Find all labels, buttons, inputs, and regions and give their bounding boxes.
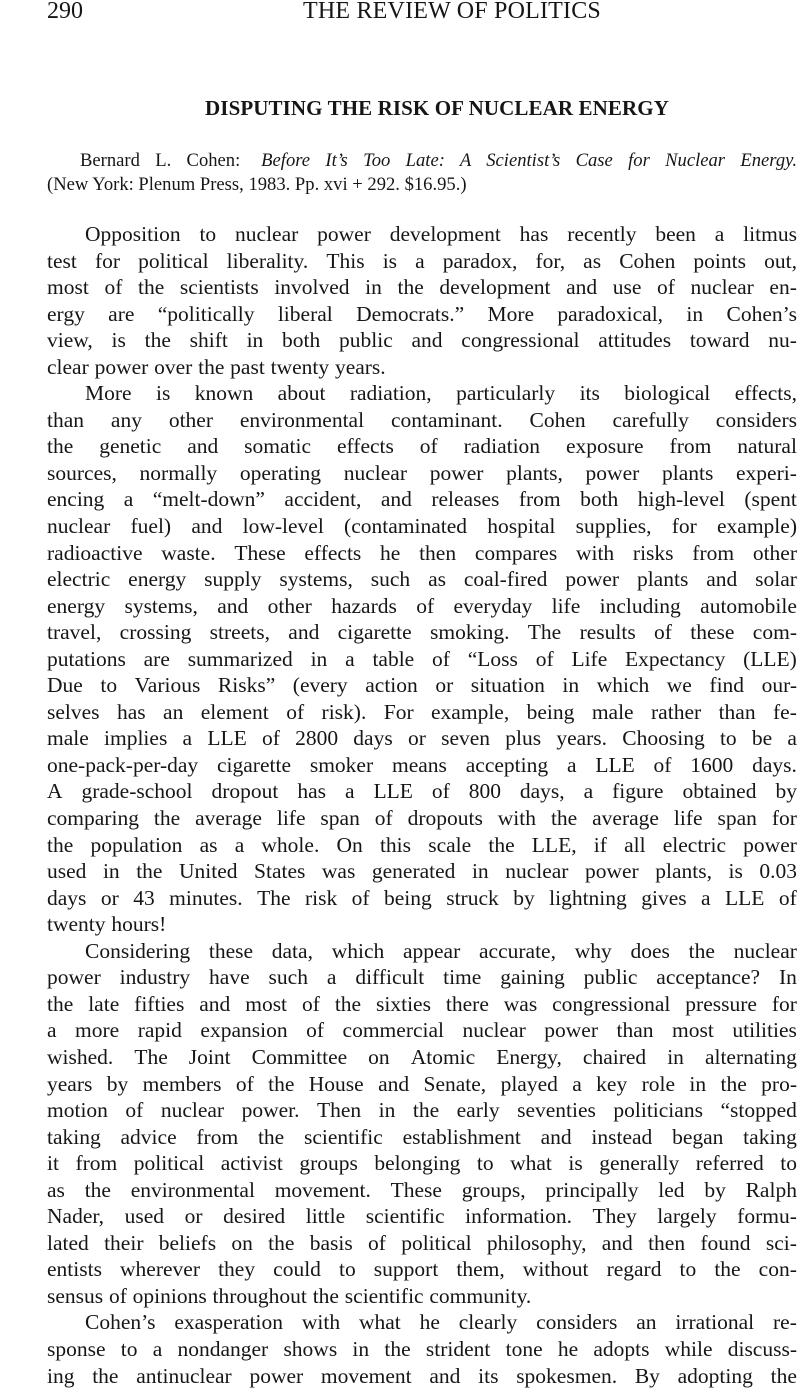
running-head — [47, 0, 797, 26]
text-line: test for political liberality. This is a paradox, for, as Cohen points out, — [47, 248, 797, 273]
text-line: A grade-school dropout has a LLE of 800 days, a figure obtained by — [47, 779, 797, 804]
text-line: encing a “melt-down” accident, and releases from both high-level (spent — [47, 487, 797, 512]
paragraph — [47, 221, 797, 380]
text-line: More is known about radiation, particularly its biological effects, — [85, 381, 797, 406]
text-line: as the environmental movement. These groups, principally led by Ralph — [47, 1177, 797, 1202]
article-title: DISPUTING THE RISK OF NUCLEAR ENERGY — [205, 96, 669, 120]
citation-author: Bernard L. Cohen: — [80, 150, 241, 171]
text-line: days or 43 minutes. The risk of being struck by lightning gives a LLE of — [47, 885, 797, 910]
text-line: selves has an element of risk). For example, being male rather than fe- — [47, 699, 797, 724]
text-line: the population as a whole. On this scale the LLE, if all electric power — [47, 832, 797, 857]
text-line: sensus of opinions throughout the scientific community. — [47, 1283, 532, 1308]
text-line: lated their beliefs on the basis of political philosophy, and then found sci- — [47, 1230, 797, 1255]
text-line: Considering these data, which appear accurate, why does the nuclear — [85, 938, 797, 963]
text-line: comparing the average life span of dropouts with the average life span for — [47, 806, 797, 831]
text-line: putations are summarized in a table of “Loss of Life Expectancy (LLE) — [47, 646, 797, 671]
page-number: 290 — [47, 0, 83, 24]
text-line: Due to Various Risks” (every action or situation in which we find our- — [47, 673, 797, 698]
text-line: power industry have such a difficult time gaining public acceptance? In — [47, 965, 797, 990]
text-line: ing the antinuclear power movement and its spokesmen. By adopting the — [47, 1363, 797, 1388]
text-line: travel, crossing streets, and cigarette smoking. The results of these com- — [47, 620, 797, 645]
text-line: view, is the shift in both public and congressional attitudes toward nu- — [47, 328, 797, 353]
text-line: Cohen’s exasperation with what he clearly considers an irrational re- — [85, 1310, 797, 1335]
text-line: Opposition to nuclear power development has recently been a litmus — [85, 222, 797, 246]
text-line: wished. The Joint Committee on Atomic Energy, chaired in alternating — [47, 1044, 797, 1069]
citation-publication: (New York: Plenum Press, 1983. Pp. xvi + 292. $16.95.) — [47, 174, 467, 195]
paragraph — [47, 1309, 797, 1389]
text-line: nuclear fuel) and low-level (contaminated hospital supplies, for example) — [47, 514, 797, 539]
text-line: years by members of the House and Senate, played a key role in the pro- — [47, 1071, 797, 1096]
text-line: it from political activist groups belonging to what is generally referred to — [47, 1151, 797, 1176]
text-line: ergy are “politically liberal Democrats.” More paradoxical, in Cohen’s — [47, 301, 797, 326]
text-line: energy systems, and other hazards of everyday life including automobile — [47, 593, 797, 618]
text-line: twenty hours! — [47, 912, 167, 937]
text-line: Nader, used or desired little scientific information. They largely formu- — [47, 1204, 797, 1229]
text-line: clear power over the past twenty years. — [47, 354, 386, 379]
text-line: electric energy supply systems, such as coal-fired power plants and solar — [47, 567, 797, 592]
paragraph — [47, 380, 797, 937]
paragraph — [47, 938, 797, 1310]
text-line: than any other environmental contaminant. Cohen carefully considers — [47, 407, 797, 432]
text-line: one-pack-per-day cigarette smoker means accepting a LLE of 1600 days. — [47, 752, 797, 777]
text-line: used in the United States was generated in nuclear power plants, is 0.03 — [47, 859, 797, 884]
text-line: a more rapid expansion of commercial nuclear power than most utilities — [47, 1018, 797, 1043]
book-citation — [47, 149, 797, 197]
text-line: taking advice from the scientific establishment and instead began taking — [47, 1124, 797, 1149]
article-body — [47, 221, 797, 1389]
text-line: sponse to a nondanger shows in the strident tone he adopts while discuss- — [47, 1336, 797, 1361]
text-line: sources, normally operating nuclear power plants, power plants experi- — [47, 460, 797, 485]
citation-line-1 — [47, 149, 797, 173]
text-line: most of the scientists involved in the development and use of nuclear en- — [47, 275, 797, 300]
text-line: male implies a LLE of 2800 days or seven plus years. Choosing to be a — [47, 726, 797, 751]
text-line: radioactive waste. These effects he then compares with risks from other — [47, 540, 797, 565]
text-line: entists wherever they could to support them, without regard to the con- — [47, 1257, 797, 1282]
text-line: the genetic and somatic effects of radiation exposure from natural — [47, 434, 797, 459]
citation-book-title: Before It’s Too Late: A Scientist’s Case for Nuclear Energy. — [261, 150, 797, 171]
text-line: motion of nuclear power. Then in the early seventies politicians “stopped — [47, 1098, 797, 1123]
journal-title: THE REVIEW OF POLITICS — [303, 0, 601, 24]
text-line: the late fifties and most of the sixties there was congressional pressure for — [47, 991, 797, 1016]
